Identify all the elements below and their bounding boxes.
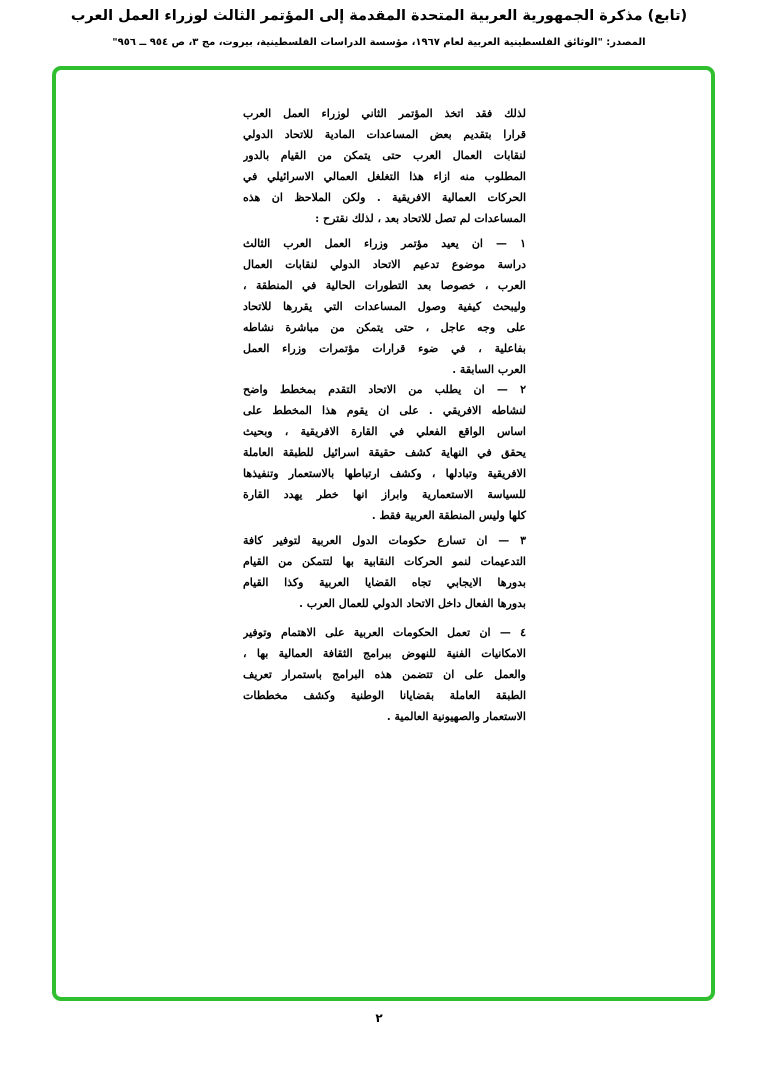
text-line: للسياسة الاستعمارية وابراز انها خطر يهدد القارة (243, 488, 526, 501)
source-citation: المصدر: "الوثائق الفلسطينية العربية لعام ١٩٦٧، مؤسسة الدراسات الفلسطينية، بيروت، مج ٣، ص ٩٥٤ ــ ٩٥٦" (112, 37, 646, 48)
text-line: قرارا بتقديم بعض المساعدات المادية للاتحاد الدولي (243, 128, 526, 141)
text-line: على وجه عاجل ، حتى يتمكن من مباشرة نشاطه (243, 321, 526, 334)
text-line: بدورها الايجابي تجاه القضايا العربية وكذا القيام (243, 576, 526, 589)
text-line: الطبقة العاملة بقضايانا الوطنية وكشف مخططات (243, 689, 526, 702)
paragraph (243, 530, 526, 614)
paragraph (243, 233, 526, 380)
text-line: اساس الواقع الفعلي في القارة الافريقية ، وبحيث (243, 425, 526, 438)
text-line: كلها وليس المنطقة العربية فقط . (371, 509, 526, 522)
text-line: بدورها الفعال داخل الاتحاد الدولي للعمال العرب . (299, 597, 526, 610)
text-line: لذلك فقد اتخذ المؤتمر الثاني لوزراء العمل العرب (243, 107, 526, 120)
text-line: المساعدات لم تصل للاتحاد بعد ، لذلك نقترح : (315, 212, 526, 225)
text-line: لنقابات العمال العرب حتى يتمكن من القيام بالدور (243, 149, 526, 162)
text-line: الامكانيات الفنية للنهوض ببرامج الثقافة العمالية بها ، (243, 647, 526, 660)
text-line: الافريقية وتبادلها ، وكشف ارتباطها بالاستعمار وتنفيذها (243, 467, 526, 480)
text-line: ٢ — ان يطلب من الاتحاد التقدم بمخطط واضح (243, 383, 526, 396)
text-line: المطلوب منه ازاء هذا التغلغل العمالي الاسرائيلي في (243, 170, 526, 183)
text-line: الحركات العمالية الافريقية . ولكن الملاحظ ان هذه (243, 191, 526, 204)
text-line: الاستعمار والصهيونية العالمية . (386, 710, 526, 723)
document-title: (تابع) مذكرة الجمهورية العربية المتحدة المقدمة إلى المؤتمر الثالث لوزراء العمل العرب (70, 8, 688, 24)
paragraph (243, 622, 526, 727)
paragraph (243, 379, 526, 526)
text-line: ١ — ان يعيد مؤتمر وزراء العمل العرب الثالث (243, 237, 526, 250)
text-line: بفاعلية ، في ضوء قرارات مؤتمرات وزراء العمل (243, 342, 526, 355)
text-line: لنشاطه الافريقي . على ان يقوم هذا المخطط على (243, 404, 526, 417)
text-line: والعمل على ان تتضمن هذه البرامج باستمرار تعريف (243, 668, 526, 681)
text-line: التدعيمات لنمو الحركات النقابية بها لتتمكن من القيام (243, 555, 526, 568)
page-number: ٢ (375, 1011, 383, 1025)
text-line: ٤ — ان تعمل الحكومات العربية على الاهتمام وتوفير (243, 626, 526, 639)
text-line: يحقق في النهاية كشف حقيقة اسرائيل للطبقة العاملة (243, 446, 526, 459)
text-line: دراسة موضوع تدعيم الاتحاد الدولي لنقابات العمال (243, 258, 526, 271)
paragraph (243, 103, 526, 229)
text-line: ٣ — ان تسارع حكومات الدول العربية لتوفير كافة (243, 534, 526, 547)
text-line: وليبحث كيفية وصول المساعدات التي يقررها للاتحاد (243, 300, 526, 313)
text-line: العرب ، خصوصا بعد التطورات الحالية في المنطقة ، (243, 279, 526, 292)
text-line: العرب السابقة . (452, 363, 526, 376)
